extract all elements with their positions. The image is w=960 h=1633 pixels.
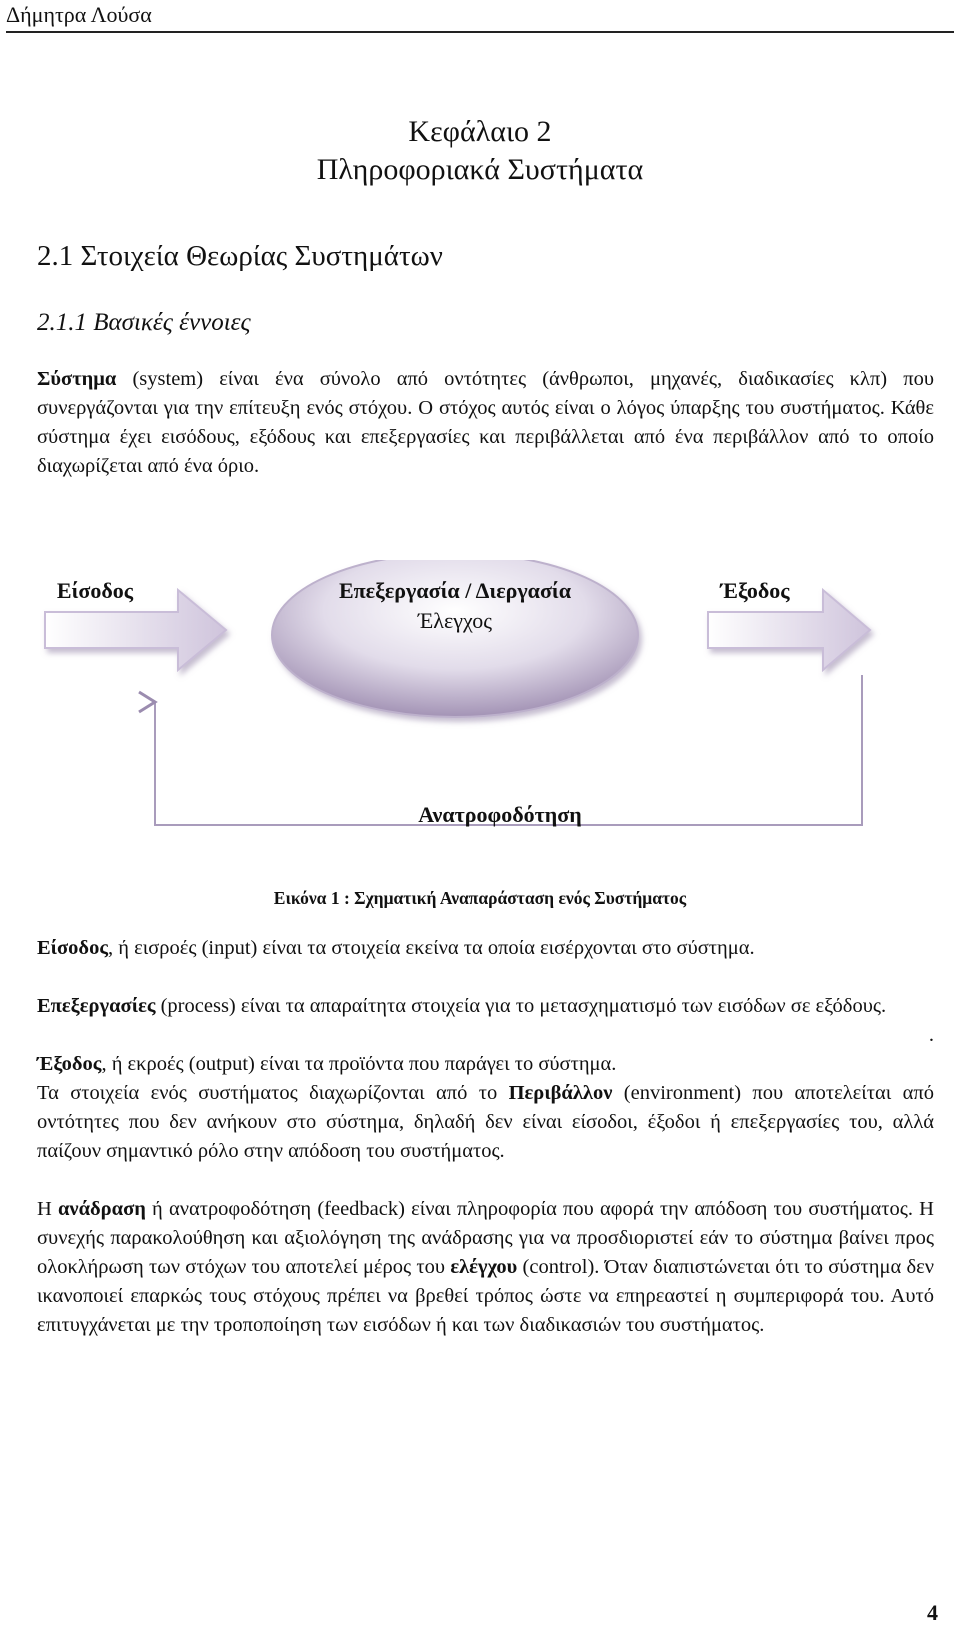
header-rule: [6, 31, 954, 33]
term-input: Είσοδος: [37, 937, 108, 959]
diagram-process-label: Επεξεργασία / Διεργασία: [338, 578, 572, 603]
term-process: Επεξεργασίες: [37, 995, 156, 1017]
feedback-text-1: Η: [37, 1198, 58, 1220]
intro-paragraph: [37, 365, 934, 481]
definition-output-text: , ή εκροές (output) είναι τα προϊόντα που παράγει το σύστημα.: [101, 1053, 617, 1075]
section-title: 2.1 Στοιχεία Θεωρίας Συστημάτων: [37, 240, 443, 272]
chapter-title: Πληροφοριακά Συστήματα: [316, 153, 644, 186]
intro-text: (system) είναι ένα σύνολο από οντότητες (άνθρωποι, μηχανές, διαδικασίες κλπ) που συνεργάζονται για την επίτευξη ενός στόχου. Ο στόχος αυτός είναι ο λόγος ύπαρξης του συστήματος. Κάθε σύστημα έχει εισόδους, εξόδους και επεξεργασίες και περιβάλλεται από ένα περιβάλλον από το οποίο διαχωρίζεται από ένα όριο.: [37, 368, 934, 477]
term-feedback: ανάδραση: [57, 1198, 146, 1220]
figure-caption: Εικόνα 1 : Σχηματική Αναπαράσταση ενός Συστήματος: [273, 888, 687, 908]
term-control: ελέγχου: [450, 1256, 518, 1278]
feedback-text-3: (control). Όταν διαπιστώνεται ότι το σύστημα δεν ικανοποιεί επαρκώς τους στόχους πρέπει να βρεθεί τρόπος ώστε να επηρεαστεί η συμπεριφορά του. Αυτό επιτυγχάνεται με την τροποποίηση των εισόδων ή και των διαδικασιών του συστήματος.: [37, 1256, 934, 1336]
chapter-number: Κεφάλαιο 2: [408, 115, 552, 148]
term-system: Σύστημα: [37, 368, 117, 390]
term-environment: Περιβάλλον: [508, 1082, 613, 1104]
feedback-text-2: ή ανατροφοδότηση (feedback) είναι πληροφορία που αφορά την απόδοση του συστήματος. Η συνεχής παρακολούθηση και αξιολόγηση της ανάδρασης για να προσδιοριστεί εάν το σύστημα βαίνει προς ολοκλήρωση των στόχων του αποτελεί μέρος του: [37, 1198, 934, 1278]
environment-text-1: Τα στοιχεία ενός συστήματος διαχωρίζονται από το: [37, 1082, 509, 1104]
diagram-feedback-label: Ανατροφοδότηση: [418, 802, 582, 827]
definition-process-dot: .: [928, 1024, 934, 1046]
definition-process: [37, 992, 934, 1046]
diagram-control-label: Έλεγχος: [418, 608, 492, 633]
definition-input-text: , ή εισροές (input) είναι τα στοιχεία εκείνα τα οποία εισέρχονται στο σύστημα.: [107, 937, 755, 959]
term-output: Έξοδος: [37, 1053, 102, 1075]
diagram-input-label: Είσοδος: [56, 578, 134, 603]
subsection-title: 2.1.1 Βασικές έννοιες: [37, 309, 251, 336]
running-header-author: Δήμητρα Λούσα: [6, 2, 152, 27]
environment-text-2: (environment) που αποτελείται από οντότητες που δεν ανήκουν στο σύστημα, δηλαδή δεν είναι είσοδοι, έξοδοι ή επεξεργασίες του, αλλά παίζουν σημαντικό ρόλο στην απόδοση του συστήματος.: [37, 1082, 934, 1162]
definition-environment: [37, 1079, 934, 1166]
definition-process-text: (process) είναι τα απαραίτητα στοιχεία για το μετασχηματισμό των εισόδων σε εξόδους.: [155, 995, 887, 1017]
definition-feedback: [37, 1195, 934, 1340]
diagram-output-label: Έξοδος: [720, 578, 790, 603]
definition-input: [37, 934, 934, 963]
definition-output: [37, 1050, 934, 1079]
page-number: 4: [927, 1600, 938, 1625]
